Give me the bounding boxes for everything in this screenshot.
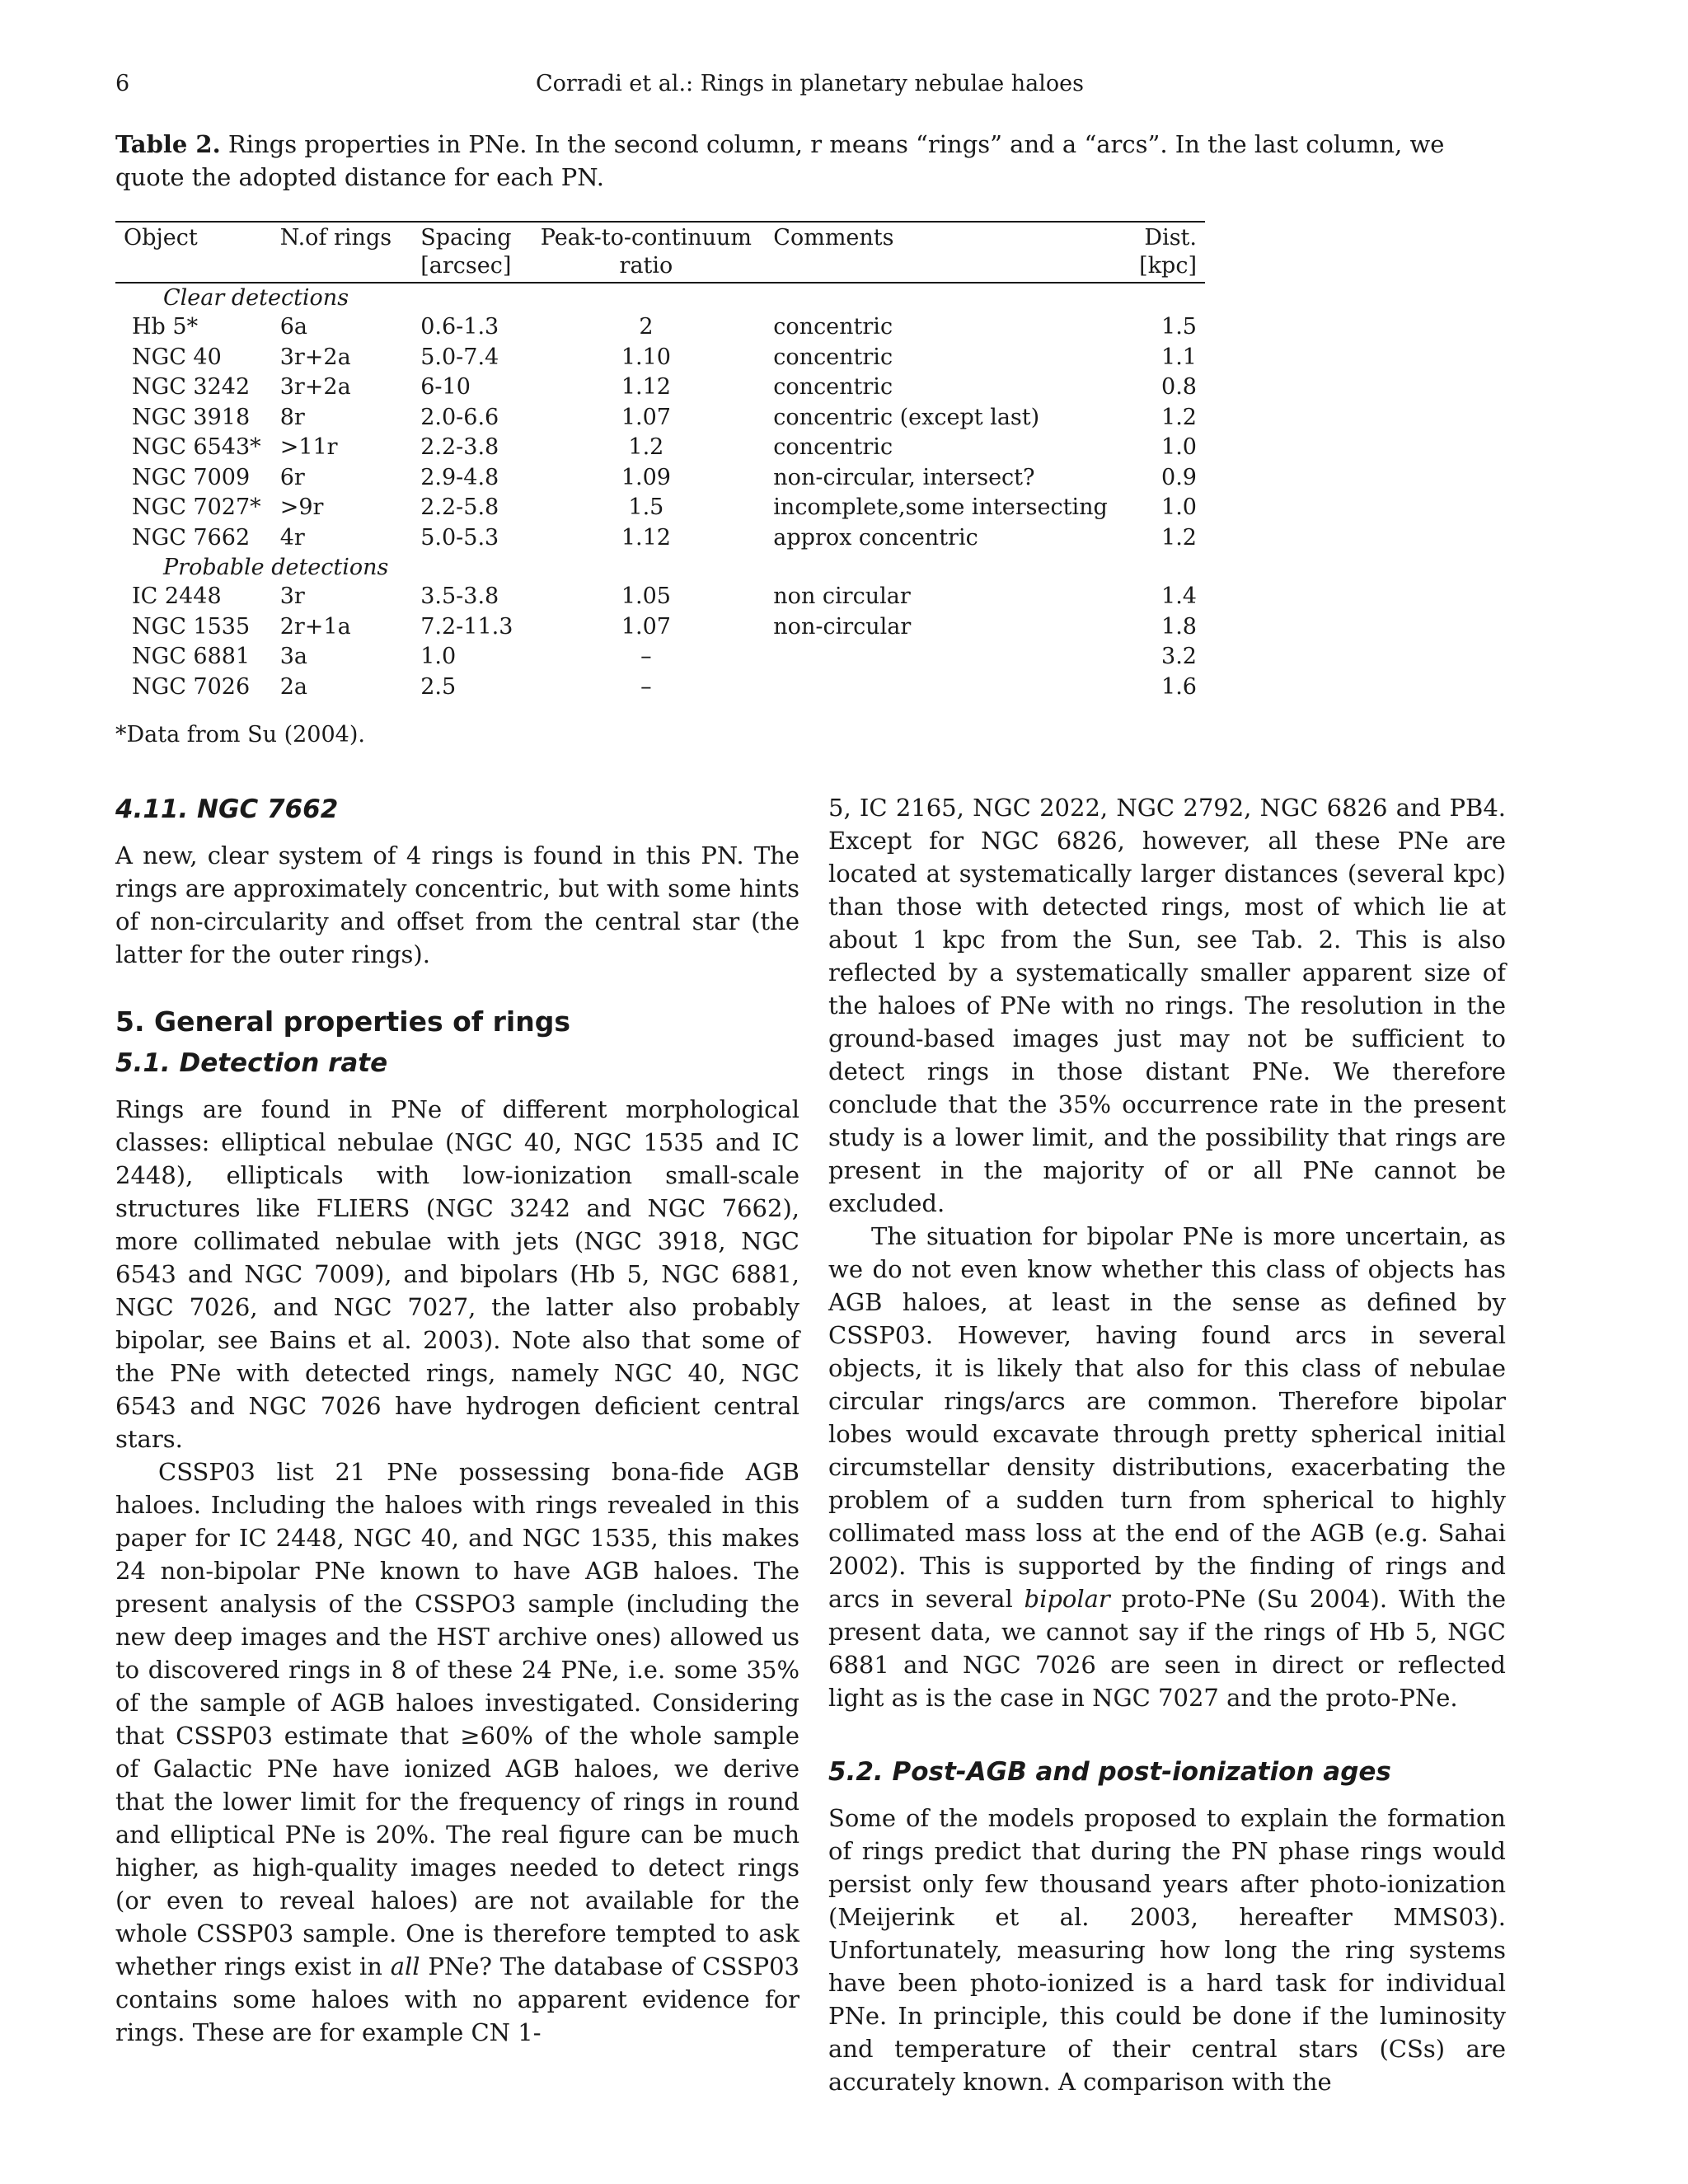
table-row (115, 403, 1205, 434)
table-cell: 5.0-7.4 (420, 344, 499, 370)
table-cell: 1.0 (1161, 434, 1197, 460)
table-cell (765, 673, 1115, 703)
table-cell: 1.12 (621, 374, 671, 400)
table-cell: 6-10 (420, 374, 471, 400)
table-cell: >11r (279, 434, 338, 460)
table-cell: 1.4 (1161, 583, 1197, 609)
table-cell: 1.0 (420, 644, 457, 669)
table-cell: NGC 3242 (132, 374, 251, 400)
rings-table (115, 221, 1205, 702)
table-cell: 1.07 (621, 613, 671, 640)
table-header-cell: Dist. (1116, 222, 1205, 252)
table-cell: 2.2-5.8 (420, 494, 499, 520)
table-cell: NGC 7662 (132, 524, 251, 551)
table-cell: 1.05 (621, 583, 671, 609)
paragraph-text: The situation for bipolar PNe is more uncertain, as we do not even know whether this class of objects has AGB haloes, at least in the sense as defined by CSSP03. However, having found arcs in several objects, it is likely that also for this class of nebulae circular rings/arcs are common. Therefore bipolar lobes would excavate through pretty spherical initial circumstellar density distributions, exacerbating the problem of a sudden turn from spherical to highly collimated mass loss at the end of the AGB (e.g. Sahai 2002). This is supported by the finding of rings and arcs in several (828, 1222, 1506, 1613)
table-row (115, 582, 1205, 612)
table-header-cell (272, 252, 413, 283)
table-cell: NGC 7009 (132, 464, 251, 490)
table-caption (115, 128, 1504, 194)
table-cell: 2 (639, 314, 654, 340)
table-header-cell: [kpc] (1116, 252, 1205, 283)
table-cell: 3r+2a (279, 344, 351, 370)
table-cell: approx concentric (773, 524, 978, 551)
section-5-1-paragraph-1: Rings are found in PNe of different morphological classes: elliptical nebulae (NGC 40, NGC 1535 and IC 2448), ellipticals with low-ionization small-scale structures like FLIERS (NGC 3242 and NGC 7662), more collimated nebulae with jets (NGC 3918, NGC 6543 and NGC 7009), and bipolars (Hb 5, NGC 6881, NGC 7026, and NGC 7027, the latter also probably bipolar, see Bains et al. 2003). Note also that some of the PNe with detected rings, namely NGC 40, NGC 6543 and NGC 7026 have hydrogen deficient central stars. (115, 1095, 799, 1453)
table-cell: concentric (773, 344, 893, 370)
table-group-label: Probable detections (163, 555, 389, 580)
right-column (828, 791, 1506, 2098)
table-cell: NGC 6543* (132, 434, 261, 460)
table-header-cell: [arcsec] (412, 252, 527, 283)
table-cell: 4r (279, 524, 305, 551)
section-5-1-paragraph-2 (115, 1455, 799, 2049)
table-cell: 1.2 (1161, 404, 1197, 430)
table-header-cell: N.of rings (272, 222, 413, 252)
table-cell: 3r (279, 583, 305, 609)
table-cell: 6a (279, 314, 307, 340)
table-row (115, 523, 1205, 554)
emphasis-text: bipolar (1024, 1585, 1110, 1613)
table-cell: non-circular (773, 613, 912, 640)
paragraph-text: PNe? The database of CSSP03 contains some haloes with no apparent evidence for rings. These are for example CN 1- (115, 1952, 799, 2046)
table-cell: 0.8 (1161, 374, 1197, 400)
table-cell: 1.0 (1161, 494, 1197, 520)
table-cell: 0.9 (1161, 464, 1197, 490)
table-cell: 5.0-5.3 (420, 524, 499, 551)
table-cell: concentric (773, 374, 893, 400)
table-row (115, 433, 1205, 463)
table-cell: 2.2-3.8 (420, 434, 499, 460)
table-cell: 3.5-3.8 (420, 583, 499, 609)
table-cell: 2.9-4.8 (420, 464, 499, 490)
paragraph-text: proto-PNe (Su 2004). With the present data, we cannot say if the rings of Hb 5, NGC 6881 and NGC 7026 are seen in direct or reflected light as is the case in NGC 7027 and the proto-PNe. (828, 1585, 1506, 1712)
section-5-2-title: 5.2. Post-AGB and post-ionization ages (828, 1757, 1391, 1787)
table-caption-text: Rings properties in PNe. In the second column, r means “rings” and a “arcs”. In the last column, we quote the adopted distance for each PN. (115, 130, 1445, 191)
table-group-row (115, 283, 1205, 312)
table-group-row (115, 553, 1205, 582)
table-cell: 1.6 (1161, 673, 1197, 700)
emphasis-text: all (390, 1952, 420, 1980)
table-cell: 1.2 (628, 434, 664, 460)
table-cell: non circular (773, 583, 911, 609)
table-row (115, 343, 1205, 373)
section-5-2-paragraph: Some of the models proposed to explain the formation of rings predict that during the PN phase rings would persist only few thousand years after photo-ionization (Meijerink et al. 2003, hereafter MMS03). Unfortunately, measuring how long the ring systems have been photo-ionized is a hard task for individual PNe. In principle, this could be done if the luminosity and temperature of their central stars (CSs) are accurately known. A comparison with the (828, 1804, 1506, 2096)
table-cell: 1.1 (1161, 344, 1197, 370)
table-cell: 1.5 (1161, 314, 1197, 340)
table-header-row (115, 222, 1205, 252)
table-cell: concentric (773, 314, 893, 340)
table-cell: incomplete,some intersecting (773, 494, 1108, 520)
table-cell: non-circular, intersect? (773, 464, 1035, 490)
table-cell: 3a (279, 644, 307, 669)
table-cell: 6r (279, 464, 305, 490)
table-cell: NGC 40 (132, 344, 222, 370)
table-cell: 1.09 (621, 464, 671, 490)
table-cell: 1.2 (1161, 524, 1197, 551)
table-cell: Hb 5* (132, 314, 199, 340)
table-row (115, 612, 1205, 643)
table-row (115, 642, 1205, 673)
table-row (115, 673, 1205, 703)
table-header (115, 222, 1205, 283)
table-header-cell: ratio (528, 252, 766, 283)
table-cell: concentric (except last) (773, 404, 1040, 430)
table-row (115, 493, 1205, 523)
running-head (115, 71, 1504, 104)
right-paragraph-2 (828, 1220, 1506, 1714)
table-cell: NGC 7027* (132, 494, 261, 520)
table-cell: 3r+2a (279, 374, 351, 400)
table-row (115, 312, 1205, 343)
table-body (115, 283, 1205, 702)
table-cell: 3.2 (1161, 644, 1197, 669)
table-cell: 2.0-6.6 (420, 404, 499, 430)
table-cell: 1.8 (1161, 613, 1197, 640)
table-cell: 8r (279, 404, 305, 430)
section-5-1-title: 5.1. Detection rate (115, 1048, 388, 1078)
table-header-cell (115, 252, 272, 283)
table-cell: NGC 7026 (132, 673, 251, 700)
table-cell (765, 642, 1115, 673)
section-4-11-paragraph: A new, clear system of 4 rings is found in this PN. The rings are approximately concentric, but with some hints of non-circularity and offset from the central star (the latter for the outer rings). (115, 841, 799, 968)
table-cell: >9r (279, 494, 324, 520)
table-cell: 2a (279, 673, 307, 700)
table-group-label: Clear detections (163, 285, 349, 311)
section-4-11-title: 4.11. NGC 7662 (115, 794, 339, 824)
table-cell: – (640, 673, 652, 700)
table-header-cell (765, 252, 1115, 283)
table-cell: 0.6-1.3 (420, 314, 499, 340)
table-header-cell: Object (115, 222, 272, 252)
table-cell: 1.10 (621, 344, 671, 370)
table-header-cell: Comments (765, 222, 1115, 252)
table-cell: concentric (773, 434, 893, 460)
table-cell: NGC 6881 (132, 644, 251, 669)
table-cell: – (640, 644, 652, 669)
table-cell: 1.07 (621, 404, 671, 430)
table-header-cell: Spacing (412, 222, 527, 252)
table-cell: 1.5 (628, 494, 664, 520)
table-row (115, 373, 1205, 403)
running-title: Corradi et al.: Rings in planetary nebulae haloes (535, 71, 1085, 96)
footnote-text: *Data from Su (2004). (115, 722, 365, 748)
table-header-cell: Peak-to-continuum (528, 222, 766, 252)
table-header-row-units (115, 252, 1205, 283)
page-number: 6 (115, 71, 130, 96)
left-column (115, 791, 799, 2049)
table-caption-label: Table 2. (115, 130, 221, 158)
table-row (115, 463, 1205, 494)
table-cell: NGC 3918 (132, 404, 251, 430)
table-cell: 2r+1a (279, 613, 351, 640)
paragraph-text: CSSP03 list 21 PNe possessing bona-fide AGB haloes. Including the haloes with rings revealed in this paper for IC 2448, NGC 40, and NGC 1535, this makes 24 non-bipolar PNe known to have AGB haloes. The present analysis of the CSSPO3 sample (including the new deep images and the HST archive ones) allowed us to discovered rings in 8 of these 24 PNe, i.e. some 35% of the sample of AGB haloes investigated. Considering that CSSP03 estimate that ≥60% of the whole sample of Galactic PNe have ionized AGB haloes, we derive that the lower limit for the frequency of rings in round and elliptical PNe is 20%. The real figure can be much higher, as high-quality images needed to detect rings (or even to reveal haloes) are not available for the whole CSSP03 sample. One is therefore tempted to ask whether rings exist in (115, 1458, 799, 1980)
table-footnote (115, 722, 365, 748)
section-5-title: 5. General properties of rings (115, 1005, 570, 1038)
table-cell: 7.2-11.3 (420, 613, 513, 640)
table-cell: NGC 1535 (132, 613, 251, 640)
table-cell: IC 2448 (132, 583, 222, 609)
right-paragraph-1: 5, IC 2165, NGC 2022, NGC 2792, NGC 6826 and PB4. Except for NGC 6826, however, all these PNe are located at systematically larger distances (several kpc) than those with detected rings, most of which lie at about 1 kpc from the Sun, see Tab. 2. This is also reflected by a systematically smaller apparent size of the haloes of PNe with no rings. The resolution in the ground-based images just may not be sufficient to detect rings in those distant PNe. We therefore conclude that the 35% occurrence rate in the present study is a lower limit, and the possibility that rings are present in the majority of or all PNe cannot be excluded. (828, 794, 1506, 1217)
table-cell: 1.12 (621, 524, 671, 551)
table-cell: 2.5 (420, 673, 457, 700)
